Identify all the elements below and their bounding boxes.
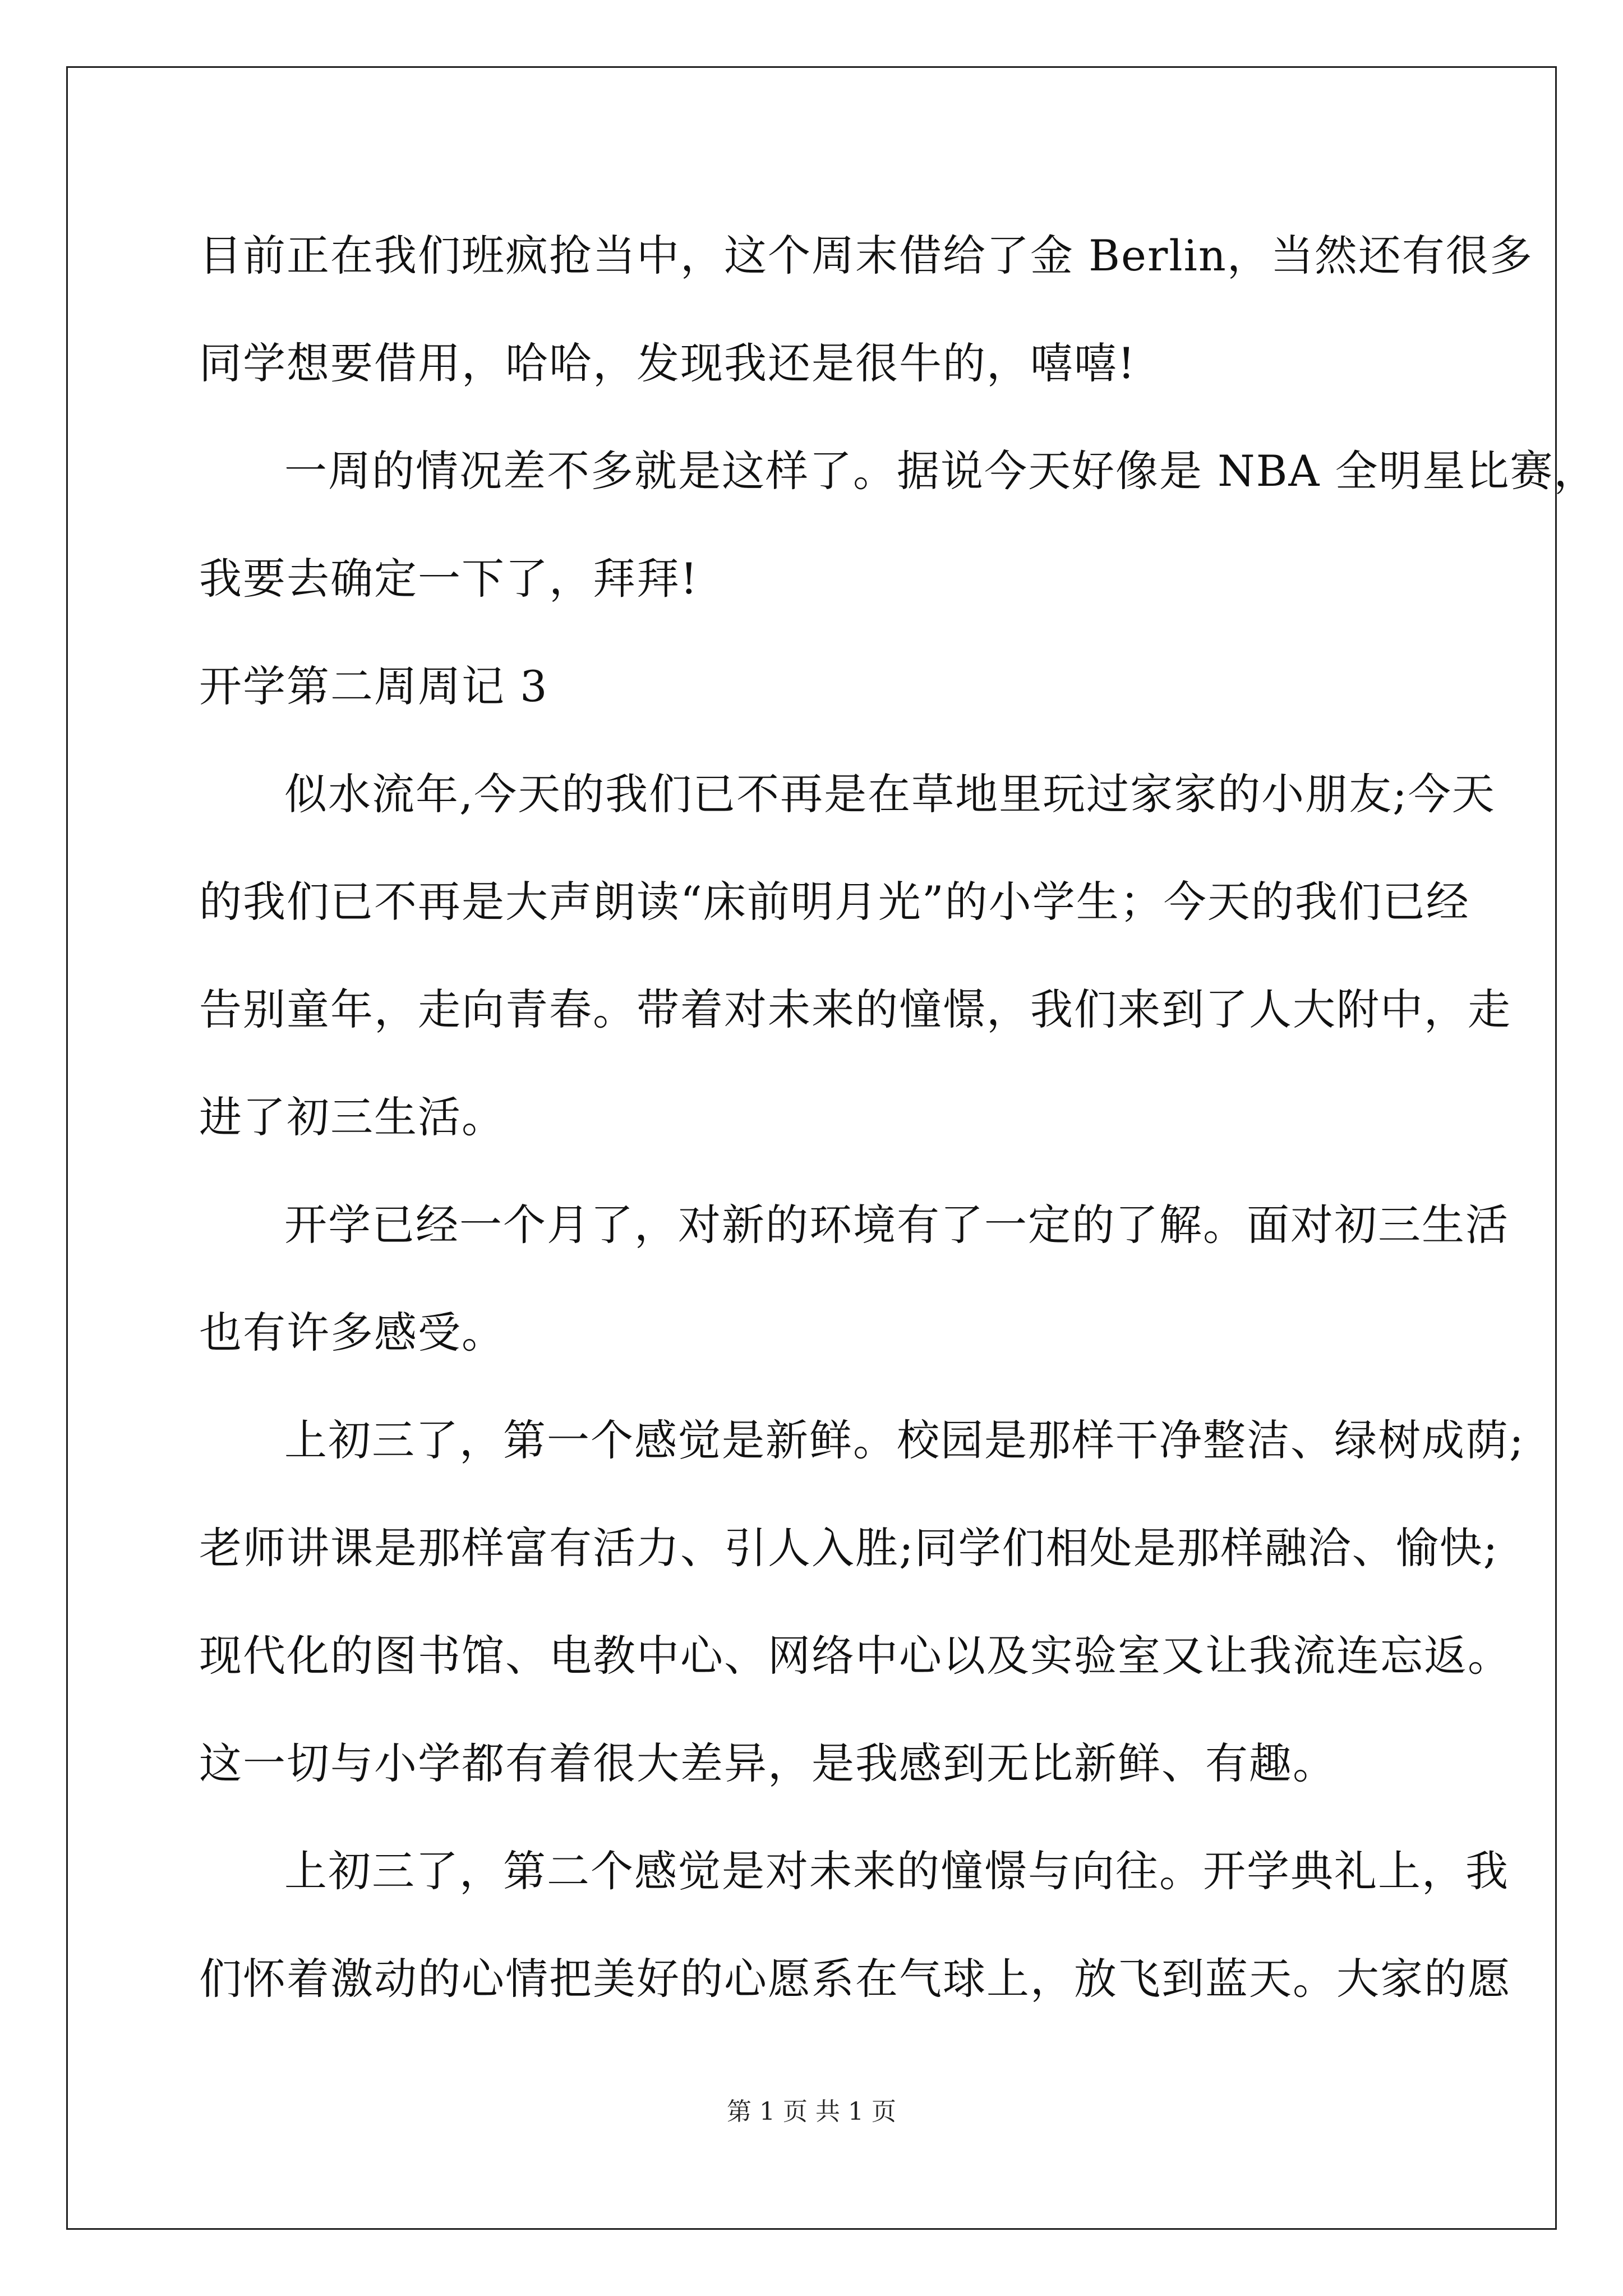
paragraph-start: 似水流年,今天的我们已不再是在草地里玩过家家的小朋友;今天 — [284, 769, 1496, 819]
paragraph-start: 开学已经一个月了，对新的环境有了一定的了解。面对初三生活 — [284, 1200, 1509, 1250]
section-heading: 开学第二周周记 3 — [199, 661, 548, 711]
page-footer: 第 1 页 共 1 页 — [727, 2097, 896, 2126]
text-line: 进了初三生活。 — [199, 1092, 505, 1142]
text-line: 们怀着激动的心情把美好的心愿系在气球上，放飞到蓝天。大家的愿 — [199, 1954, 1511, 2004]
text-line: 的我们已不再是大声朗读“床前明月光”的小学生；今天的我们已经 — [199, 877, 1470, 927]
paragraph-start: 上初三了，第二个感觉是对未来的憧憬与向往。开学典礼上，我 — [284, 1846, 1509, 1896]
text-line: 同学想要借用，哈哈，发现我还是很牛的，嘻嘻! — [199, 338, 1136, 388]
text-line: 现代化的图书馆、电教中心、网络中心以及实验室又让我流连忘返。 — [199, 1631, 1511, 1681]
text-line: 老师讲课是那样富有活力、引人入胜;同学们相处是那样融洽、愉快; — [199, 1523, 1499, 1573]
document-body — [199, 202, 1598, 2033]
paragraph-start: 一周的情况差不多就是这样了。据说今天好像是 NBA 全明星比赛， — [284, 446, 1598, 496]
text-line: 目前正在我们班疯抢当中，这个周末借给了金 Berlin，当然还有很多 — [199, 231, 1533, 280]
text-line: 这一切与小学都有着很大差异，是我感到无比新鲜、有趣。 — [199, 1738, 1336, 1788]
paragraph-start: 上初三了，第一个感觉是新鲜。校园是那样干净整洁、绿树成荫; — [284, 1415, 1525, 1465]
text-line: 也有许多感受。 — [199, 1308, 505, 1358]
text-line: 告别童年，走向青春。带着对未来的憧憬，我们来到了人大附中，走 — [199, 984, 1511, 1034]
text-line: 我要去确定一下了，拜拜! — [199, 554, 699, 604]
